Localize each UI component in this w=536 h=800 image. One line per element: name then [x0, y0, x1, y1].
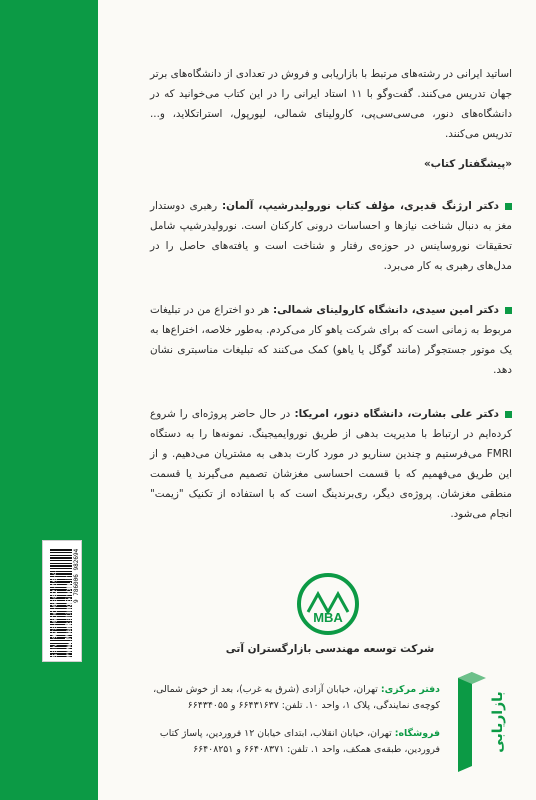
store-address — [150, 726, 440, 758]
barcode — [42, 540, 82, 662]
intro-paragraph: اساتید ایرانی در رشته‌های مرتبط با بازاریابی و فروش در تعدادی از دانشگاه‌های برتر جهان تدریس می‌کنند. گفت‌وگو با ۱۱ استاد ایرانی را در این کتاب می‌خوانید که در دانشگاه‌های دنور، می‌سی‌سی‌پی، کارولینای شمالی، لیورپول، استراتکلاید، و... تدریس می‌کنند. — [150, 68, 513, 140]
company-name: شرکت توسعه مهندسی بازارگستران آتی — [225, 643, 435, 655]
quote-author: دکتر علی بشارت، دانشگاه دنور، امریکا: — [294, 408, 499, 420]
quote-entry-2 — [150, 300, 512, 380]
green-bullet-icon — [505, 411, 512, 418]
quote-entry-1 — [150, 196, 512, 276]
quote-entry-3 — [150, 404, 512, 524]
publisher-logo-icon — [450, 672, 524, 772]
quote-author: دکتر ارژنگ قدیری، مؤلف کتاب نورولیدرشیپ، آلمان: — [221, 200, 500, 212]
office-label: دفتر مرکزی: — [380, 684, 440, 695]
address-block — [150, 682, 440, 770]
barcode-digits: 9 786006 982694 — [73, 548, 80, 603]
quote-author: دکتر امین سیدی، دانشگاه کارولینای شمالی: — [272, 304, 500, 316]
quote-text: در حال حاضر پروژه‌ای را شروع کرده‌ایم در ارتباط با مدیریت بدهی از طریق نوروایمیجینگ. نمونه‌ها را به دستگاه FMRI می‌فرستیم و چندین سناریو در مورد کارت بدهی به مشتریان می‌دهیم. و از این طریق می‌فهمیم که با قسمت احساسی مغزشان تصمیم می‌گیرند یا قسمت منطقی مغزشان. پروژه‌ی دیگر، ری‌برندینگ است که با استفاده از تکنیک "زیمت" انجام می‌شود. — [150, 408, 512, 520]
store-text: تهران، خیابان انقلاب، ابتدای خیابان ۱۲ فروردین، پاساژ کتاب فروردین، طبقه‌ی همکف، واحد ۱. تلفن: ۶۶۴۰۸۳۷۱ و ۶۶۴۰۸۲۵۱ — [159, 728, 440, 755]
green-bullet-icon — [505, 307, 512, 314]
green-side-strip — [0, 0, 98, 800]
office-address — [150, 682, 440, 714]
back-cover-text — [150, 64, 512, 548]
mba-logo-text: MBA — [313, 610, 343, 625]
office-text: تهران، خیابان آزادی (شرق به غرب)، بعد از خوش شمالی، کوچه‌ی نمایندگی، پلاک ۱، واحد ۱۰. تلفن: ۶۶۴۳۱۶۳۷ و ۶۶۴۳۴۰۵۵ — [153, 684, 440, 711]
green-bullet-icon — [505, 203, 512, 210]
isbn-label: ISBN: 978-600-6982-69-4 — [51, 570, 59, 660]
website-url: www.MarketingShop.ir — [64, 576, 73, 660]
publisher-logo-text: بازاریابی — [490, 691, 506, 753]
store-label: فروشگاه: — [394, 728, 440, 739]
source-note: «پیشگفتار کتاب» — [423, 158, 512, 170]
mba-logo-icon — [296, 572, 360, 636]
quote-text: هر دو اختراع من در تبلیغات مربوط به زمانی است که برای شرکت یاهو کار می‌کردم. به‌طور خلاصه، اختراع‌ها به یک موتور جستجوگر (مانند گوگل یا یاهو) کمک می‌کنند که تبلیغات مناسبتری نشان دهد. — [150, 304, 512, 376]
quote-text: رهبری دوستدار مغز به دنبال شناخت نیازها و احساسات درونی کارکنان است. نورولیدرشیپ شامل تحقیقات نوروساینس در حوزه‌ی رفتار و شناخت است و یافته‌های حاصل را در مدل‌های رهبری به کار می‌برد. — [150, 200, 512, 272]
